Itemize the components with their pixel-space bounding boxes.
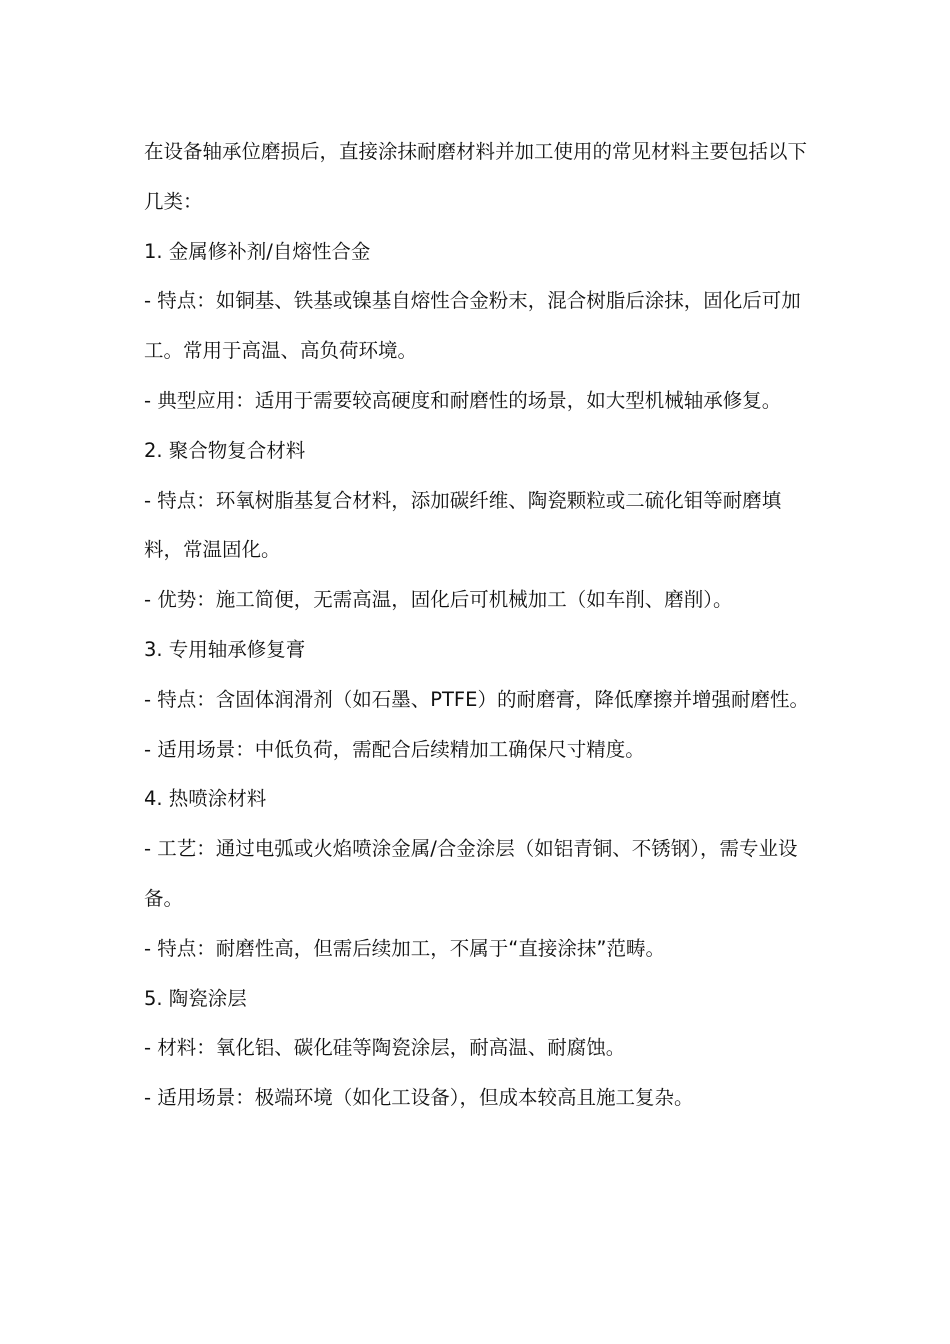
section-heading: 1. 金属修补剂/自熔性合金 <box>144 239 371 263</box>
section-bullet: - 材料：氧化铝、碳化硅等陶瓷涂层，耐高温、耐腐蚀。 <box>144 1036 626 1060</box>
intro-paragraph: 在设备轴承位磨损后，直接涂抹耐磨材料并加工使用的常见材料主要包括以下几类： <box>144 140 808 213</box>
document-body <box>144 127 810 1123</box>
section-bullet: - 特点：耐磨性高，但需后续加工，不属于“直接涂抹”范畴。 <box>144 936 665 960</box>
section-1 <box>144 227 810 426</box>
section-bullet: - 适用场景：极端环境（如化工设备），但成本较高且施工复杂。 <box>144 1086 694 1110</box>
section-bullet: - 特点：含固体润滑剂（如石墨、PTFE）的耐磨膏，降低摩擦并增强耐磨性。 <box>144 687 809 711</box>
section-bullet: - 典型应用：适用于需要较高硬度和耐磨性的场景，如大型机械轴承修复。 <box>144 388 782 412</box>
section-3 <box>144 625 810 774</box>
section-heading: 2. 聚合物复合材料 <box>144 438 306 462</box>
section-bullet: - 特点：如铜基、铁基或镍基自熔性合金粉末，混合树脂后涂抹，固化后可加工。常用于高温、高负荷环境。 <box>144 289 801 363</box>
section-heading: 4. 热喷涂材料 <box>144 787 267 811</box>
section-2 <box>144 426 810 625</box>
section-heading: 3. 专用轴承修复膏 <box>144 637 306 661</box>
section-bullet: - 工艺：通过电弧或火焰喷涂金属/合金涂层（如铝青铜、不锈钢），需专业设备。 <box>144 837 798 910</box>
section-bullet: - 特点：环氧树脂基复合材料，添加碳纤维、陶瓷颗粒或二硫化钼等耐磨填料，常温固化。 <box>144 488 782 562</box>
section-bullet: - 优势：施工简便，无需高温，固化后可机械加工（如车削、磨削）。 <box>144 588 733 612</box>
section-bullet: - 适用场景：中低负荷，需配合后续精加工确保尺寸精度。 <box>144 737 645 761</box>
section-5 <box>144 974 810 1123</box>
section-heading: 5. 陶瓷涂层 <box>144 986 247 1010</box>
section-4 <box>144 774 810 973</box>
